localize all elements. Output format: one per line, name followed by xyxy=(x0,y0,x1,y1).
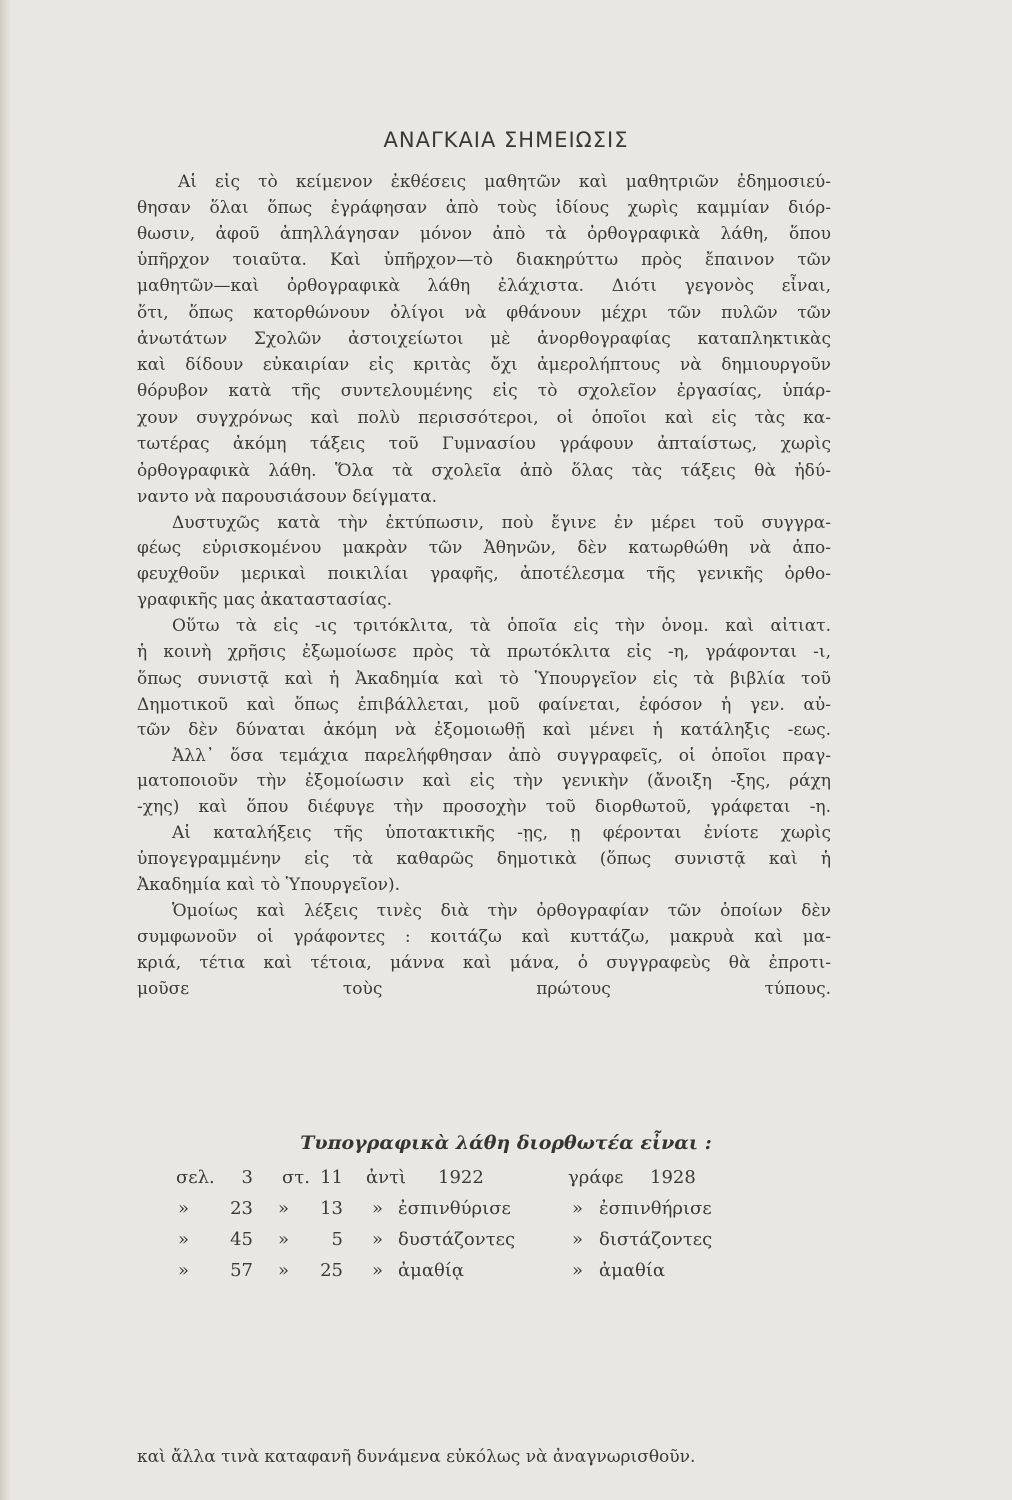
body-line: Δυστυχῶς κατὰ τὴν ἐκτύπωσιν, ποὺ ἔγινε ἐν μέρει τοῦ συγγρα- xyxy=(172,513,831,533)
errata-page-no: 45 xyxy=(230,1229,253,1250)
errata-wrong: δυστάζοντες xyxy=(398,1229,516,1250)
body-line: θησαν ὅλαι ὅπως ἐγράφησαν ἀπὸ τοὺς ἰδίους χωρὶς καμμίαν διόρ- xyxy=(137,198,831,218)
body-line: μαθητῶν—καὶ ὀρθογραφικὰ λάθη ἐλάχιστα. Διότι γεγονὸς εἶναι, xyxy=(137,276,831,296)
errata-line: στ. xyxy=(282,1167,310,1188)
body-line: Αἱ καταλήξεις τῆς ὑποτακτικῆς -ῃς, ῃ φέρονται ἐνίοτε χωρὶς xyxy=(172,823,831,843)
body-line: ἡ κοινὴ χρῆσις ἐξωμοίωσε πρὸς τὰ πρωτόκλιτα εἰς -η, γράφονται -ι, xyxy=(137,642,831,662)
errata-right: 1928 xyxy=(650,1167,696,1188)
body-line: Ἀλλ᾽ ὅσα τεμάχια παρελήφθησαν ἀπὸ συγγραφεῖς, οἱ ὁποῖοι πραγ- xyxy=(172,746,831,766)
errata-right: διστάζοντες xyxy=(599,1229,713,1250)
body-line: τῶν δὲν δύναται ἀκόμη νὰ ἐξομοιωθῇ καὶ μένει ἡ κατάληξις -εως. xyxy=(137,720,831,740)
errata-wrong-label: ἀντὶ xyxy=(366,1167,407,1188)
errata-page: » xyxy=(178,1260,190,1281)
body-line: μοῦσε τοὺς πρώτους τύπους. xyxy=(137,979,831,999)
body-line: Ὁμοίως καὶ λέξεις τινὲς διὰ τὴν ὀρθογραφίαν τῶν ὁποίων δὲν xyxy=(172,901,831,921)
body-line: ὅπως συνιστᾷ καὶ ἡ Ἀκαδημία καὶ τὸ Ὑπουργεῖον εἰς τὰ βιβλία τοῦ xyxy=(137,669,831,689)
errata-page: » xyxy=(178,1198,190,1219)
body-line: φέως εὑρισκομένου μακρὰν τῶν Ἀθηνῶν, δὲν κατωρθώθη νὰ ἀπο- xyxy=(137,538,831,558)
errata-right-label: γράφε xyxy=(568,1167,624,1188)
body-line: χουν συγχρόνως καὶ πολὺ περισσότεροι, οἱ ὁποῖοι καὶ εἰς τὰς κα- xyxy=(137,408,831,428)
body-line: ὅτι, ὅπως κατορθώνουν ὀλίγοι νὰ φθάνουν μέχρι τῶν πυλῶν τῶν xyxy=(137,303,831,323)
body-line: ὀρθογραφικὰ λάθη. Ὅλα τὰ σχολεῖα ἀπὸ ὅλας τὰς τάξεις θὰ ἠδύ- xyxy=(137,461,831,481)
body-line: ὑπῆρχον τοιαῦτα. Καὶ ὑπῆρχον—τὸ διακηρύττω πρὸς ἔπαινον τῶν xyxy=(137,250,831,270)
body-line: φευχθοῦν μερικαὶ ποικιλίαι γραφῆς, ἀποτέλεσμα τῆς γενικῆς ὀρθο- xyxy=(137,564,831,584)
errata-wrong-label: » xyxy=(372,1229,384,1250)
body-line: θόρυβον κατὰ τῆς συντελουμένης εἰς τὸ σχολεῖον ἐργασίας, ὑπάρ- xyxy=(137,381,831,401)
body-line: Αἱ εἰς τὸ κείμενον ἐκθέσεις μαθητῶν καὶ μαθητριῶν ἐδημοσιεύ- xyxy=(178,172,831,192)
errata-right-label: » xyxy=(572,1229,584,1250)
body-line: ἀνωτάτων Σχολῶν ἀστοιχείωτοι μὲ ἀνορθογραφίας καταπληκτικὰς xyxy=(137,329,831,349)
page-title: ΑΝΑΓΚΑΙΑ ΣΗΜΕΙΩΣΙΣ xyxy=(383,128,629,152)
errata-line-no: 5 xyxy=(331,1229,343,1250)
errata-page: σελ. xyxy=(176,1167,215,1188)
errata-right: ἀμαθία xyxy=(599,1260,666,1281)
body-line: ὑπογεγραμμένην εἰς τὰ καθαρῶς δημοτικὰ (ὅπως συνιστᾷ καὶ ἡ xyxy=(137,849,831,869)
errata-wrong-label: » xyxy=(372,1198,384,1219)
body-line: ματοποιοῦν τὴν ἐξομοίωσιν καὶ εἰς τὴν γενικὴν (ἄνοιξη -ξης, ράχη xyxy=(137,771,831,791)
errata-wrong: ἐσπινθύρισε xyxy=(398,1198,511,1219)
body-line: Δημοτικοῦ καὶ ὅπως ἐπιβάλλεται, μοῦ φαίνεται, ἐφόσον ἡ γεν. αὐ- xyxy=(137,695,831,715)
body-line: καὶ δίδουν εὐκαιρίαν εἰς κριτὰς ὄχι ἀμερολήπτους νὰ δημιουργοῦν xyxy=(137,355,831,375)
errata-line-no: 13 xyxy=(320,1198,343,1219)
errata-wrong-label: » xyxy=(372,1260,384,1281)
errata-line-no: 25 xyxy=(320,1260,343,1281)
errata-line-no: 11 xyxy=(320,1167,343,1188)
errata-page: » xyxy=(178,1229,190,1250)
errata-line: » xyxy=(278,1198,290,1219)
body-line: Οὕτω τὰ εἰς -ις τριτόκλιτα, τὰ ὁποῖα εἰς τὴν ὀνομ. καὶ αἰτιατ. xyxy=(172,616,831,636)
errata-closing: καὶ ἄλλα τινὰ καταφανῆ δυνάμενα εὐκόλως νὰ ἀναγνωρισθοῦν. xyxy=(137,1447,696,1467)
body-line: ναντο νὰ παρουσιάσουν δείγματα. xyxy=(137,487,437,507)
errata-page-no: 57 xyxy=(230,1260,253,1281)
body-line: -χης) καὶ ὅπου διέφυγε τὴν προσοχὴν τοῦ διορθωτοῦ, γράφεται -η. xyxy=(137,797,831,817)
errata-page-no: 3 xyxy=(241,1167,253,1188)
binding-edge xyxy=(0,0,10,1500)
errata-page-no: 23 xyxy=(230,1198,253,1219)
errata-right: ἐσπινθήρισε xyxy=(599,1198,712,1219)
body-line: θωσιν, ἀφοῦ ἀπηλλάγησαν μόνον ἀπὸ τὰ ὀρθογραφικὰ λάθη, ὅπου xyxy=(137,224,831,244)
errata-wrong: ἀμαθίᾳ xyxy=(398,1260,465,1281)
errata-line: » xyxy=(278,1260,290,1281)
body-line: Ἀκαδημία καὶ τὸ Ὑπουργεῖον). xyxy=(137,875,401,895)
body-line: κριά, τέτια καὶ τέτοια, μάννα καὶ μάνα, ὁ συγγραφεὺς θὰ ἐπροτι- xyxy=(137,953,831,973)
errata-title: Τυπογραφικὰ λάθη διορθωτέα εἶναι : xyxy=(300,1132,712,1154)
errata-right-label: » xyxy=(572,1260,584,1281)
errata-line: » xyxy=(278,1229,290,1250)
body-line: συμφωνοῦν οἱ γράφοντες : κοιτάζω καὶ κυττάζω, μακρυὰ καὶ μα- xyxy=(137,927,831,947)
body-line: γραφικῆς μας ἀκαταστασίας. xyxy=(137,590,393,610)
errata-wrong: 1922 xyxy=(438,1167,484,1188)
body-line: τωτέρας ἀκόμη τάξεις τοῦ Γυμνασίου γράφουν ἀπταίστως, χωρὶς xyxy=(137,434,831,454)
errata-right-label: » xyxy=(572,1198,584,1219)
